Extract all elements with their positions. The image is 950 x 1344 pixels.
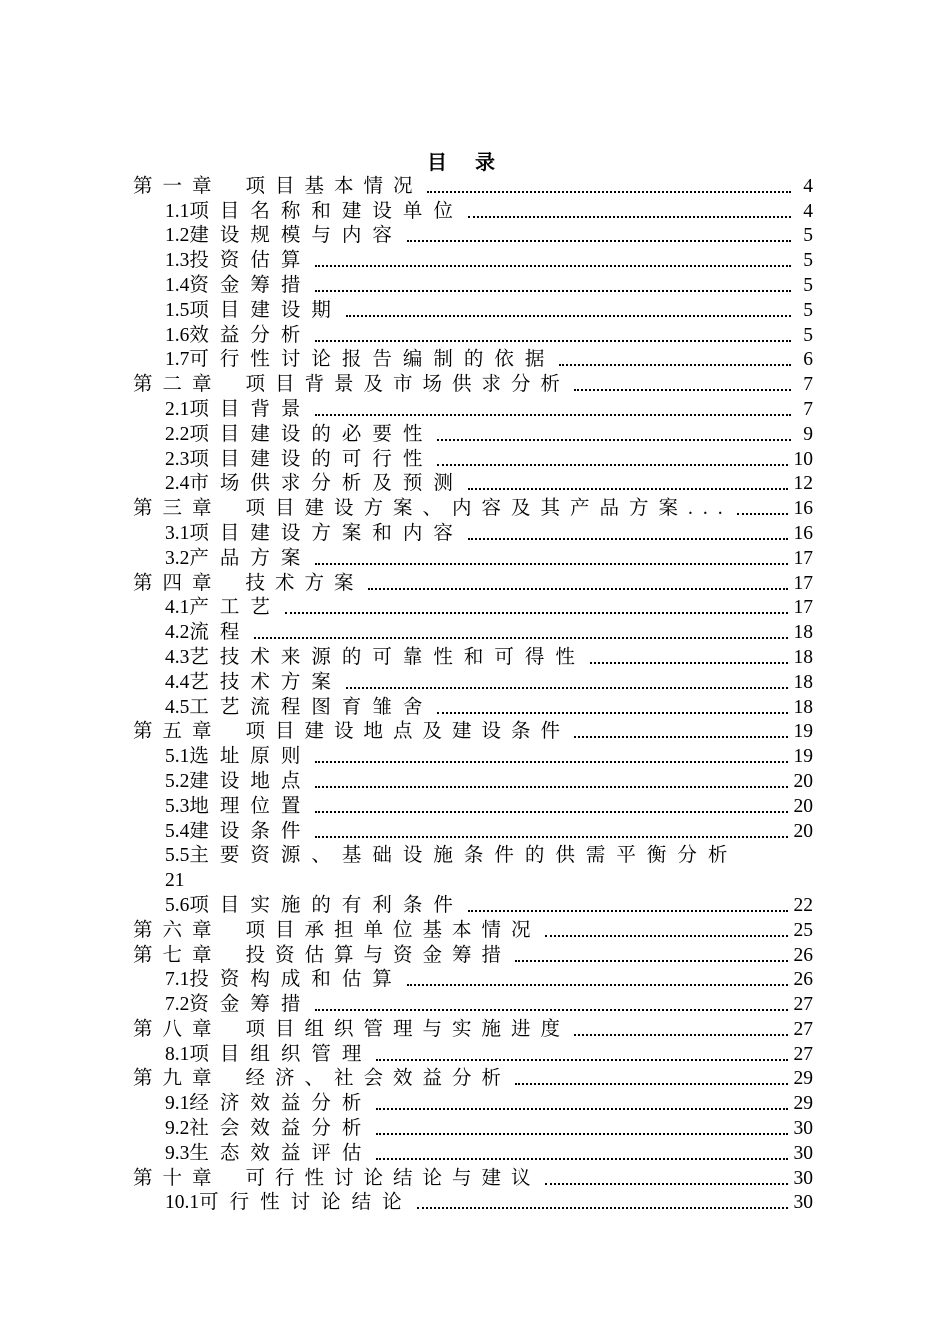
- toc-dot-leader: [315, 811, 787, 813]
- toc-entry-number: 5.4: [165, 820, 190, 842]
- toc-entry-text: 流程: [189, 622, 251, 644]
- toc-entry-page: 29: [793, 1068, 813, 1090]
- toc-dot-leader: [515, 1083, 787, 1085]
- toc-entry-number: 5.2: [165, 770, 190, 792]
- toc-entry-page: 18: [793, 622, 813, 644]
- toc-dot-leader: [254, 637, 787, 639]
- toc-entry-number: 第三章: [133, 498, 222, 520]
- toc-section-entry[interactable]: [133, 224, 813, 249]
- toc-section-entry[interactable]: [133, 397, 813, 422]
- toc-entry-text: 工艺流程图育雏舍: [189, 696, 434, 718]
- toc-section-entry[interactable]: [133, 670, 813, 695]
- toc-chapter-entry[interactable]: [133, 174, 813, 199]
- toc-entry-text: 投资估算: [189, 250, 312, 272]
- toc-entry-text: 项目基本情况: [245, 175, 423, 197]
- toc-dot-leader: [737, 513, 788, 515]
- toc-entry-page: 5: [803, 225, 813, 247]
- toc-entry-text: 经济效益分析: [189, 1093, 373, 1115]
- toc-entry-page: 5: [803, 299, 813, 321]
- toc-entry-number: 4.4: [165, 671, 190, 693]
- toc-dot-leader: [574, 736, 787, 738]
- toc-section-entry[interactable]: [133, 199, 813, 224]
- toc-dot-leader: [315, 836, 787, 838]
- toc-entry-text: 选址原则: [189, 746, 312, 768]
- toc-dot-leader: [417, 1207, 788, 1209]
- toc-entry-number: 2.3: [165, 448, 190, 470]
- toc-entry-text: 投资估算与资金筹措: [245, 944, 512, 966]
- toc-entry-page: 5: [803, 250, 813, 272]
- toc-entry-page: 16: [793, 522, 813, 544]
- toc-entry-page: 6: [803, 349, 813, 371]
- toc-entry-text: 生态效益评估: [189, 1142, 373, 1164]
- toc-dot-leader: [437, 464, 787, 466]
- toc-section-entry[interactable]: [133, 844, 813, 894]
- toc-entry-page: 10: [793, 448, 813, 470]
- toc-entry-page: 5: [803, 324, 813, 346]
- toc-entry-number: 8.1: [165, 1043, 190, 1065]
- toc-chapter-entry[interactable]: [133, 1166, 813, 1191]
- toc-dot-leader: [315, 761, 787, 763]
- toc-entry-number: 4.3: [165, 646, 190, 668]
- toc-entry-text: 项目建设期: [189, 299, 342, 321]
- toc-entry-page: 30: [793, 1167, 813, 1189]
- toc-entry-number: 3.1: [165, 522, 190, 544]
- toc-entry-number: 3.2: [165, 547, 190, 569]
- toc-section-entry[interactable]: [133, 472, 813, 497]
- toc-entry-number: 5.1: [165, 746, 190, 768]
- toc-dot-leader: [315, 265, 791, 267]
- toc-entry-page: 16: [793, 498, 813, 520]
- toc-entry-page: 26: [793, 944, 813, 966]
- toc-entry-text: 地理位置: [189, 795, 312, 817]
- toc-section-entry[interactable]: [133, 521, 813, 546]
- toc-title: 目录: [427, 152, 523, 174]
- toc-entry-page: 22: [793, 894, 813, 916]
- toc-entry-page: 30: [793, 1192, 813, 1214]
- toc-section-entry[interactable]: [133, 422, 813, 447]
- toc-entry-page: 25: [793, 919, 813, 941]
- toc-entry-page: 21: [165, 870, 185, 892]
- toc-entry-number: 1.2: [165, 225, 190, 247]
- toc-list: [133, 174, 813, 1215]
- toc-entry-number: 第五章: [133, 721, 222, 743]
- toc-entry-page: 7: [803, 374, 813, 396]
- toc-entry-number: 2.2: [165, 423, 190, 445]
- toc-entry-number: 2.4: [165, 473, 190, 495]
- toc-entry-number: 2.1: [165, 398, 190, 420]
- toc-entry-page: 7: [803, 398, 813, 420]
- toc-entry-text: 资金筹措: [189, 994, 312, 1016]
- toc-entry-number: 4.5: [165, 696, 190, 718]
- toc-entry-text: 社会效益分析: [189, 1118, 373, 1140]
- toc-dot-leader: [468, 538, 788, 540]
- toc-section-entry[interactable]: [133, 1042, 813, 1067]
- toc-entry-page: 20: [793, 795, 813, 817]
- toc-entry-text: 技术方案: [245, 572, 364, 594]
- toc-entry-page: 9: [803, 423, 813, 445]
- toc-entry-page: 4: [803, 175, 813, 197]
- toc-entry-page: 30: [793, 1118, 813, 1140]
- toc-dot-leader: [376, 1158, 787, 1160]
- toc-entry-text: 项目建设的可行性: [189, 448, 434, 470]
- toc-dot-leader: [468, 910, 788, 912]
- toc-entry-text: 项目建设方案、内容及其产品方案...: [245, 498, 733, 520]
- toc-entry-number: 1.6: [165, 324, 190, 346]
- toc-entry-text: 项目建设方案和内容: [189, 522, 464, 544]
- toc-section-entry[interactable]: [133, 348, 813, 373]
- toc-dot-leader: [545, 1183, 788, 1185]
- toc-dot-leader: [315, 414, 791, 416]
- toc-entry-number: 1.3: [165, 250, 190, 272]
- toc-section-entry[interactable]: [133, 447, 813, 472]
- toc-section-entry[interactable]: [133, 819, 813, 844]
- toc-entry-number: 第一章: [133, 175, 222, 197]
- toc-entry-page: 18: [793, 696, 813, 718]
- toc-entry-page: 26: [793, 969, 813, 991]
- toc-entry-text: 项目背景及市场供求分析: [245, 374, 571, 396]
- toc-section-entry[interactable]: [133, 1141, 813, 1166]
- toc-chapter-entry[interactable]: [133, 720, 813, 745]
- toc-entry-number: 4.2: [165, 622, 190, 644]
- toc-entry-text: 主要资源、基础设施条件的供需平衡分析: [189, 845, 739, 867]
- toc-entry-text: 可行性讨论结论: [199, 1192, 413, 1214]
- toc-entry-number: 7.2: [165, 994, 190, 1016]
- toc-entry-text: 项目建设的必要性: [189, 423, 434, 445]
- toc-section-entry[interactable]: [133, 620, 813, 645]
- toc-section-entry[interactable]: [133, 273, 813, 298]
- toc-dot-leader: [468, 488, 788, 490]
- toc-entry-text: 项目背景: [189, 398, 312, 420]
- toc-entry-number: 9.3: [165, 1142, 190, 1164]
- toc-entry-page: 17: [793, 572, 813, 594]
- toc-section-entry[interactable]: [133, 546, 813, 571]
- toc-entry-text: 项目承担单位基本情况: [245, 919, 541, 941]
- toc-dot-leader: [376, 1108, 787, 1110]
- toc-entry-number: 第八章: [133, 1018, 222, 1040]
- toc-entry-page: 27: [793, 1018, 813, 1040]
- toc-section-entry[interactable]: [133, 968, 813, 993]
- toc-entry-text: 项目建设地点及建设条件: [245, 721, 571, 743]
- toc-entry-page: 19: [793, 746, 813, 768]
- toc-section-entry[interactable]: [133, 323, 813, 348]
- toc-entry-text: 产品方案: [189, 547, 312, 569]
- toc-entry-number: 5.6: [165, 894, 190, 916]
- toc-dot-leader: [376, 1059, 787, 1061]
- toc-dot-leader: [407, 984, 788, 986]
- toc-entry-text: 建设规模与内容: [189, 225, 403, 247]
- toc-entry-page: 27: [793, 1043, 813, 1065]
- toc-entry-text: 市场供求分析及预测: [189, 473, 464, 495]
- toc-entry-page: 29: [793, 1093, 813, 1115]
- toc-entry-number: 9.1: [165, 1093, 190, 1115]
- toc-entry-number: 4.1: [165, 597, 190, 619]
- toc-entry-page: 12: [793, 473, 813, 495]
- toc-entry-page: 17: [793, 547, 813, 569]
- toc-entry-text: 项目实施的有利条件: [189, 894, 464, 916]
- toc-entry-text: 效益分析: [189, 324, 312, 346]
- toc-dot-leader: [315, 1009, 787, 1011]
- toc-section-entry[interactable]: [133, 893, 813, 918]
- toc-dot-leader: [437, 712, 787, 714]
- toc-entry-page: 4: [803, 200, 813, 222]
- toc-chapter-entry[interactable]: [133, 372, 813, 397]
- toc-section-entry[interactable]: [133, 992, 813, 1017]
- toc-section-entry[interactable]: [133, 298, 813, 323]
- toc-section-entry[interactable]: [133, 744, 813, 769]
- toc-entry-text: 项目组织管理与实施进度: [245, 1018, 571, 1040]
- toc-entry-text: 项目组织管理: [189, 1043, 373, 1065]
- toc-entry-number: 7.1: [165, 969, 190, 991]
- toc-entry-number: 第十章: [133, 1167, 222, 1189]
- toc-entry-text: 建设地点: [189, 770, 312, 792]
- toc-entry-page: 20: [793, 820, 813, 842]
- toc-entry-number: 5.5: [165, 845, 190, 867]
- toc-dot-leader: [376, 1133, 787, 1135]
- toc-section-entry[interactable]: [133, 794, 813, 819]
- toc-dot-leader: [346, 687, 788, 689]
- toc-dot-leader: [515, 960, 787, 962]
- toc-chapter-entry[interactable]: [133, 571, 813, 596]
- toc-entry-text: 艺技术来源的可靠性和可得性: [189, 646, 586, 668]
- toc-entry-page: 5: [803, 274, 813, 296]
- toc-dot-leader: [315, 786, 787, 788]
- toc-dot-leader: [346, 315, 791, 317]
- toc-dot-leader: [590, 662, 788, 664]
- toc-entry-page: 19: [793, 721, 813, 743]
- toc-entry-text: 建设条件: [189, 820, 312, 842]
- toc-dot-leader: [437, 439, 791, 441]
- toc-entry-text: 产工艺: [189, 597, 281, 619]
- toc-dot-leader: [407, 240, 791, 242]
- toc-dot-leader: [468, 216, 791, 218]
- toc-entry-number: 第九章: [133, 1068, 222, 1090]
- toc-entry-number: 1.7: [165, 349, 190, 371]
- toc-chapter-entry[interactable]: [133, 943, 813, 968]
- toc-dot-leader: [574, 1034, 787, 1036]
- toc-entry-text: 经济、社会效益分析: [245, 1068, 512, 1090]
- toc-dot-leader: [574, 389, 791, 391]
- toc-section-entry[interactable]: [133, 645, 813, 670]
- toc-entry-number: 1.5: [165, 299, 190, 321]
- toc-chapter-entry[interactable]: [133, 1017, 813, 1042]
- toc-entry-number: 5.3: [165, 795, 190, 817]
- toc-entry-text: 可行性讨论报告编制的依据: [189, 349, 556, 371]
- toc-section-entry[interactable]: [133, 1116, 813, 1141]
- toc-chapter-entry[interactable]: [133, 496, 813, 521]
- toc-section-entry[interactable]: [133, 769, 813, 794]
- toc-entry-text: 可行性讨论结论与建议: [245, 1167, 541, 1189]
- toc-entry-text: 项目名称和建设单位: [189, 200, 464, 222]
- toc-dot-leader: [285, 612, 788, 614]
- toc-entry-page: 18: [793, 671, 813, 693]
- toc-section-entry[interactable]: [133, 596, 813, 621]
- toc-entry-page: 18: [793, 646, 813, 668]
- toc-entry-number: 1.1: [165, 200, 190, 222]
- toc-dot-leader: [545, 935, 788, 937]
- toc-dot-leader: [559, 364, 791, 366]
- toc-entry-number: 第二章: [133, 374, 222, 396]
- toc-entry-text: 投资构成和估算: [189, 969, 403, 991]
- toc-section-entry[interactable]: [133, 1091, 813, 1116]
- toc-dot-leader: [315, 563, 787, 565]
- toc-entry-page: 20: [793, 770, 813, 792]
- toc-entry-number: 9.2: [165, 1118, 190, 1140]
- toc-entry-page: 30: [793, 1142, 813, 1164]
- toc-chapter-entry[interactable]: [133, 918, 813, 943]
- toc-entry-number: 第七章: [133, 944, 222, 966]
- toc-entry-number: 1.4: [165, 274, 190, 296]
- toc-chapter-entry[interactable]: [133, 1067, 813, 1092]
- toc-entry-number: 第六章: [133, 919, 222, 941]
- toc-dot-leader: [315, 290, 791, 292]
- toc-dot-leader: [427, 191, 791, 193]
- toc-section-entry[interactable]: [133, 1191, 813, 1216]
- toc-dot-leader: [315, 340, 791, 342]
- toc-entry-page: 17: [793, 597, 813, 619]
- toc-dot-leader: [368, 588, 788, 590]
- toc-entry-number: 第四章: [133, 572, 222, 594]
- toc-entry-page: 27: [793, 994, 813, 1016]
- toc-entry-text: 资金筹措: [189, 274, 312, 296]
- toc-entry-text: 艺技术方案: [189, 671, 342, 693]
- toc-section-entry[interactable]: [133, 695, 813, 720]
- toc-section-entry[interactable]: [133, 248, 813, 273]
- toc-entry-number: 10.1: [165, 1192, 200, 1214]
